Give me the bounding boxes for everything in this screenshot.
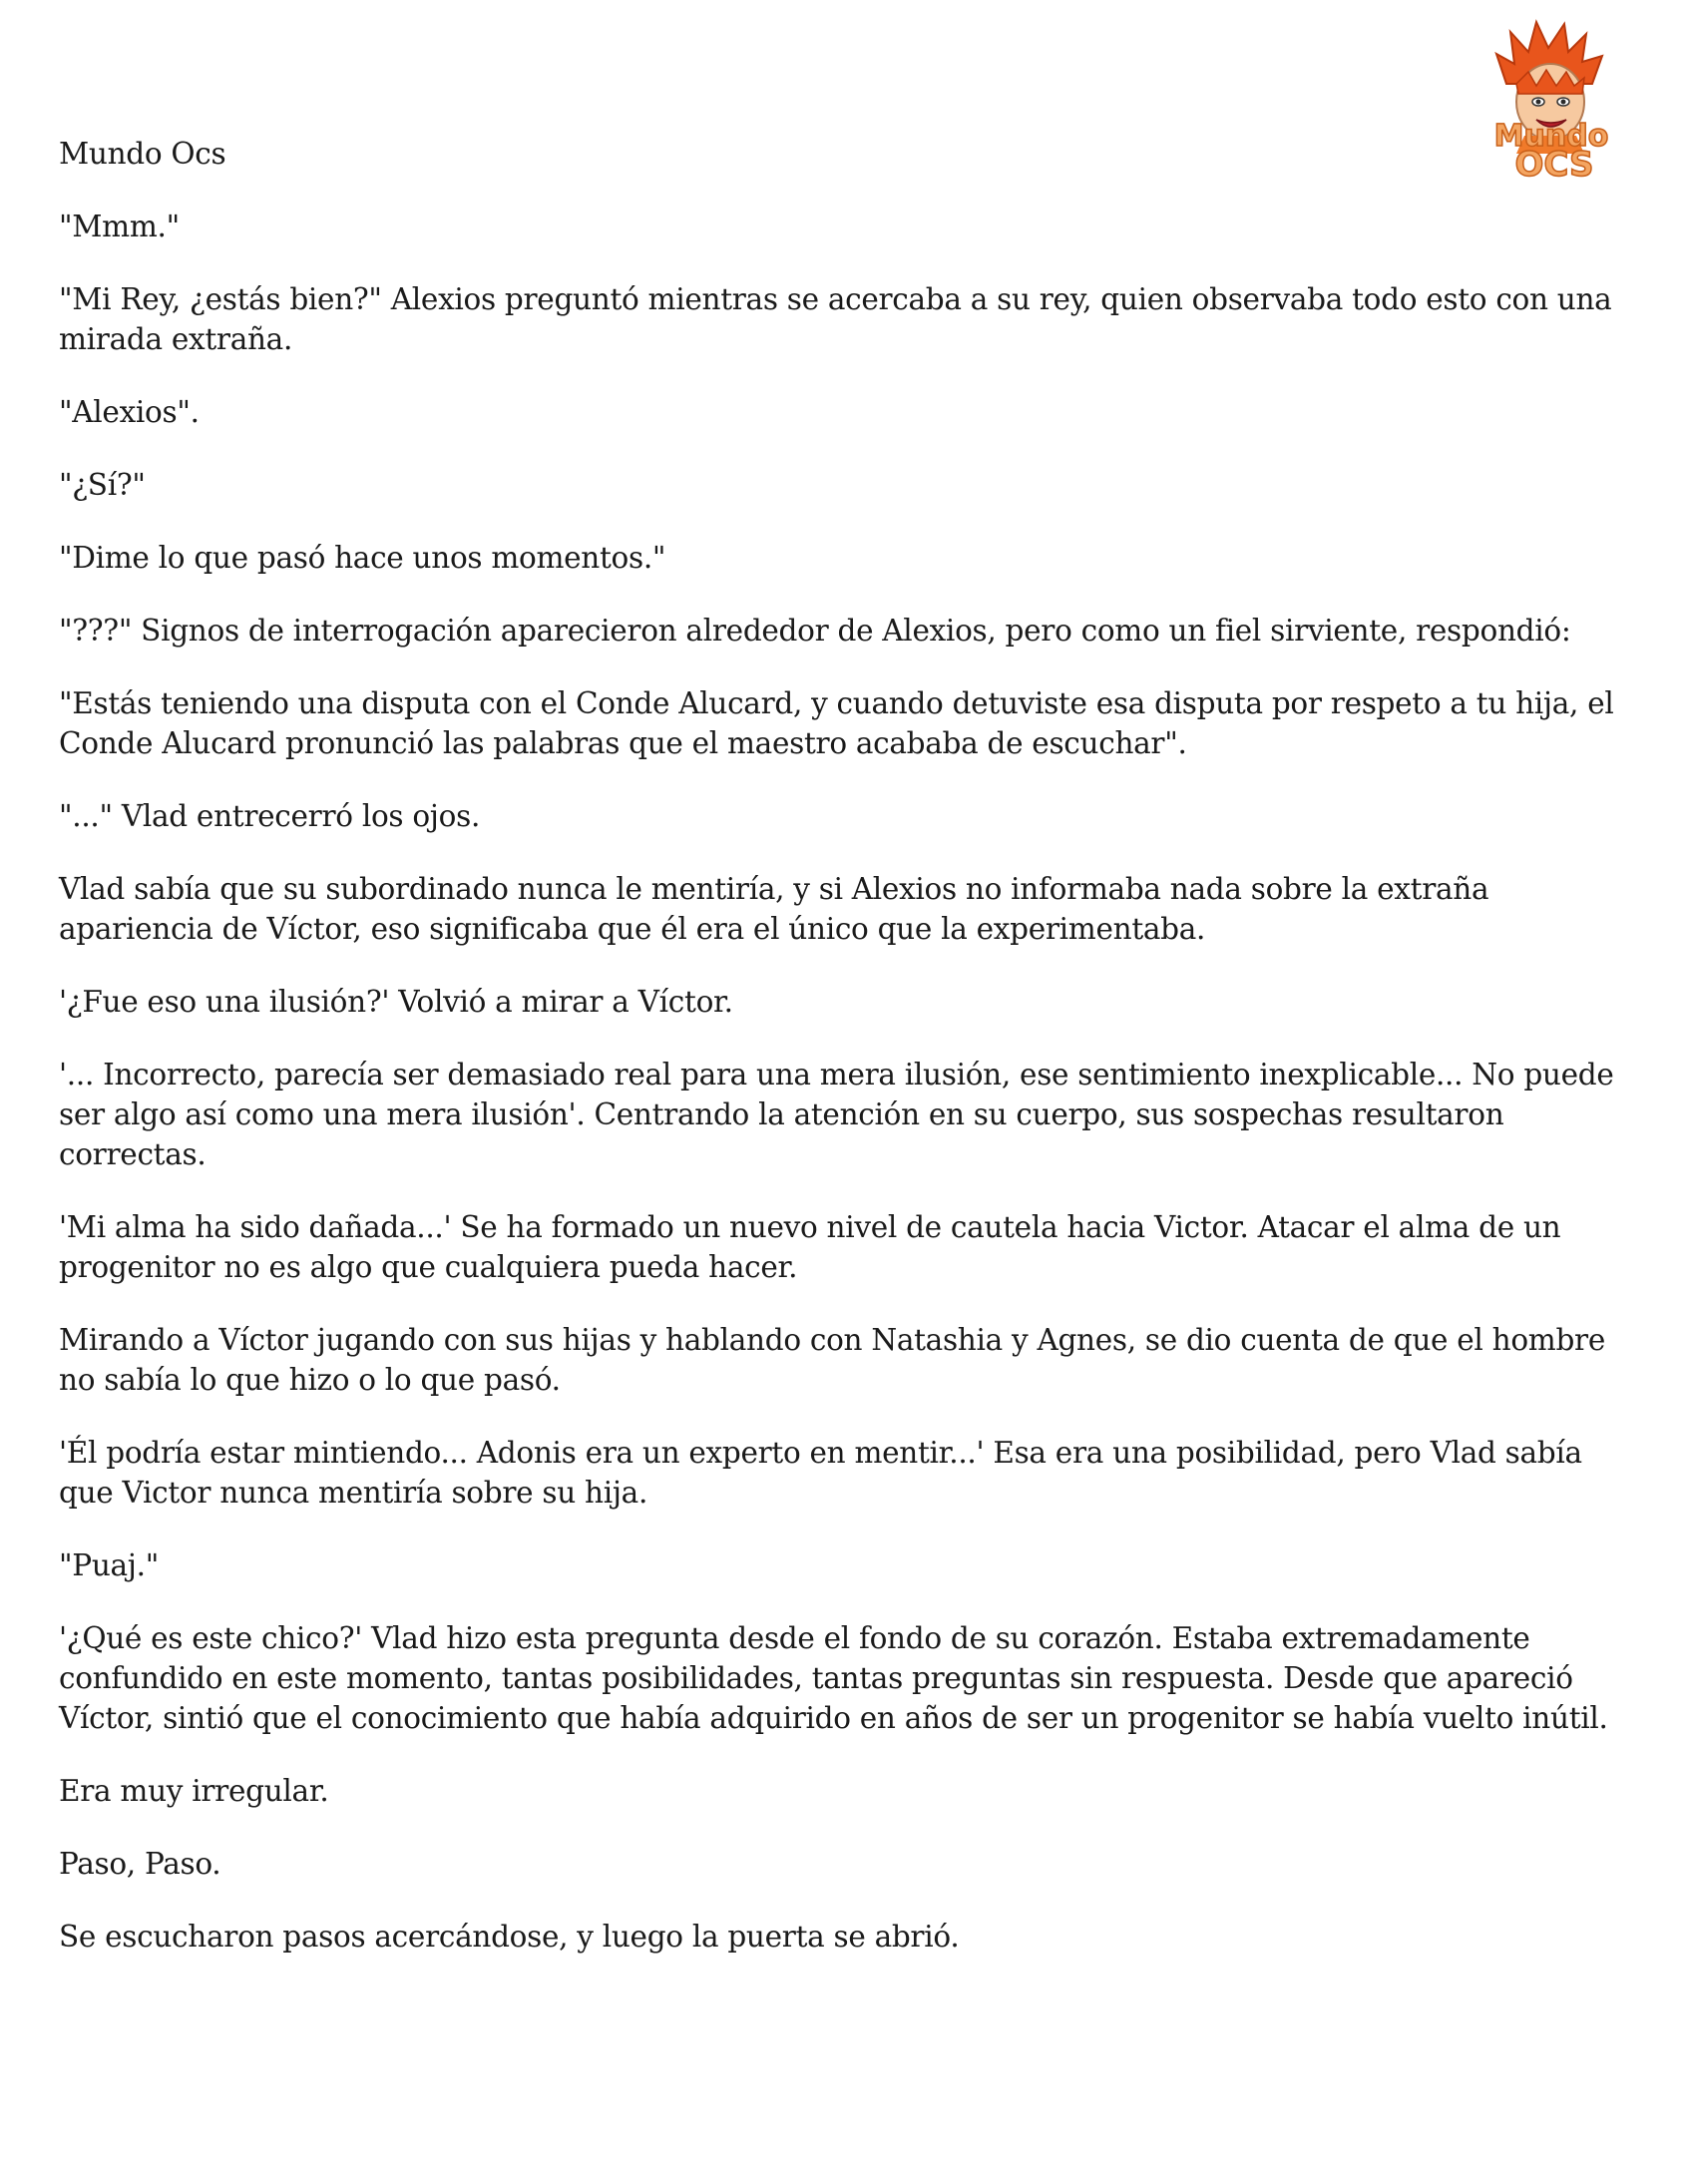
paragraph: "Mmm." (59, 210, 180, 243)
logo-text-top: Mundo (1493, 119, 1609, 154)
paragraph: Mirando a Víctor jugando con sus hijas y hablando con Natashia y Agnes, se dio cuenta de que el hombre no sabía lo que hizo o lo que pasó. (59, 1323, 1605, 1397)
paragraph: 'Mi alma ha sido dañada...' Se ha formado un nuevo nivel de cautela hacia Victor. Atacar el alma de un progenitor no es algo que cualquiera pueda hacer. (59, 1210, 1561, 1284)
paragraph: "Alexios". (59, 395, 200, 429)
paragraph: '... Incorrecto, parecía ser demasiado real para una mera ilusión, ese sentimiento inexplicable... No puede ser algo así como una mera ilusión'. Centrando la atención en su cuerpo, sus sospechas resultaron correctas. (59, 1058, 1614, 1171)
paragraph: "???" Signos de interrogación aparecieron alrededor de Alexios, pero como un fiel sirviente, respondió: (59, 614, 1571, 648)
paragraph: Se escucharon pasos acercándose, y luego la puerta se abrió. (59, 1920, 960, 1954)
logo-text-bottom: OCS (1514, 145, 1594, 184)
paragraph: Vlad sabía que su subordinado nunca le mentiría, y si Alexios no informaba nada sobre la extraña apariencia de Víctor, eso significaba que él era el único que la experimentaba. (59, 872, 1489, 946)
paragraph: "..." Vlad entrecerró los ojos. (59, 799, 481, 833)
paragraph: "Puaj." (59, 1548, 159, 1582)
document-body (59, 134, 1645, 1989)
paragraph: "Dime lo que pasó hace unos momentos." (59, 541, 666, 575)
site-header: Mundo Ocs (59, 137, 226, 171)
paragraph: "Mi Rey, ¿estás bien?" Alexios preguntó mientras se acercaba a su rey, quien observaba todo esto con una mirada extraña. (59, 282, 1612, 356)
paragraph: 'Él podría estar mintiendo... Adonis era un experto en mentir...' Esa era una posibilidad, pero Vlad sabía que Victor nunca mentiría sobre su hija. (59, 1436, 1582, 1510)
paragraph: Paso, Paso. (59, 1847, 221, 1881)
paragraph: "Estás teniendo una disputa con el Conde Alucard, y cuando detuviste esa disputa por respeto a tu hija, el Conde Alucard pronunció las palabras que el maestro acababa de escuchar". (59, 686, 1614, 760)
paragraph: '¿Fue eso una ilusión?' Volvió a mirar a Víctor. (59, 985, 733, 1019)
paragraph: Era muy irregular. (59, 1774, 329, 1808)
paragraph: '¿Qué es este chico?' Vlad hizo esta pregunta desde el fondo de su corazón. Estaba extremadamente confundido en este momento, tantas posibilidades, tantas preguntas sin respuesta. Desde que apareció Víctor, sintió que el conocimiento que había adquirido en años de ser un progenitor se había vuelto inútil. (59, 1621, 1608, 1735)
paragraph: "¿Sí?" (59, 468, 146, 502)
